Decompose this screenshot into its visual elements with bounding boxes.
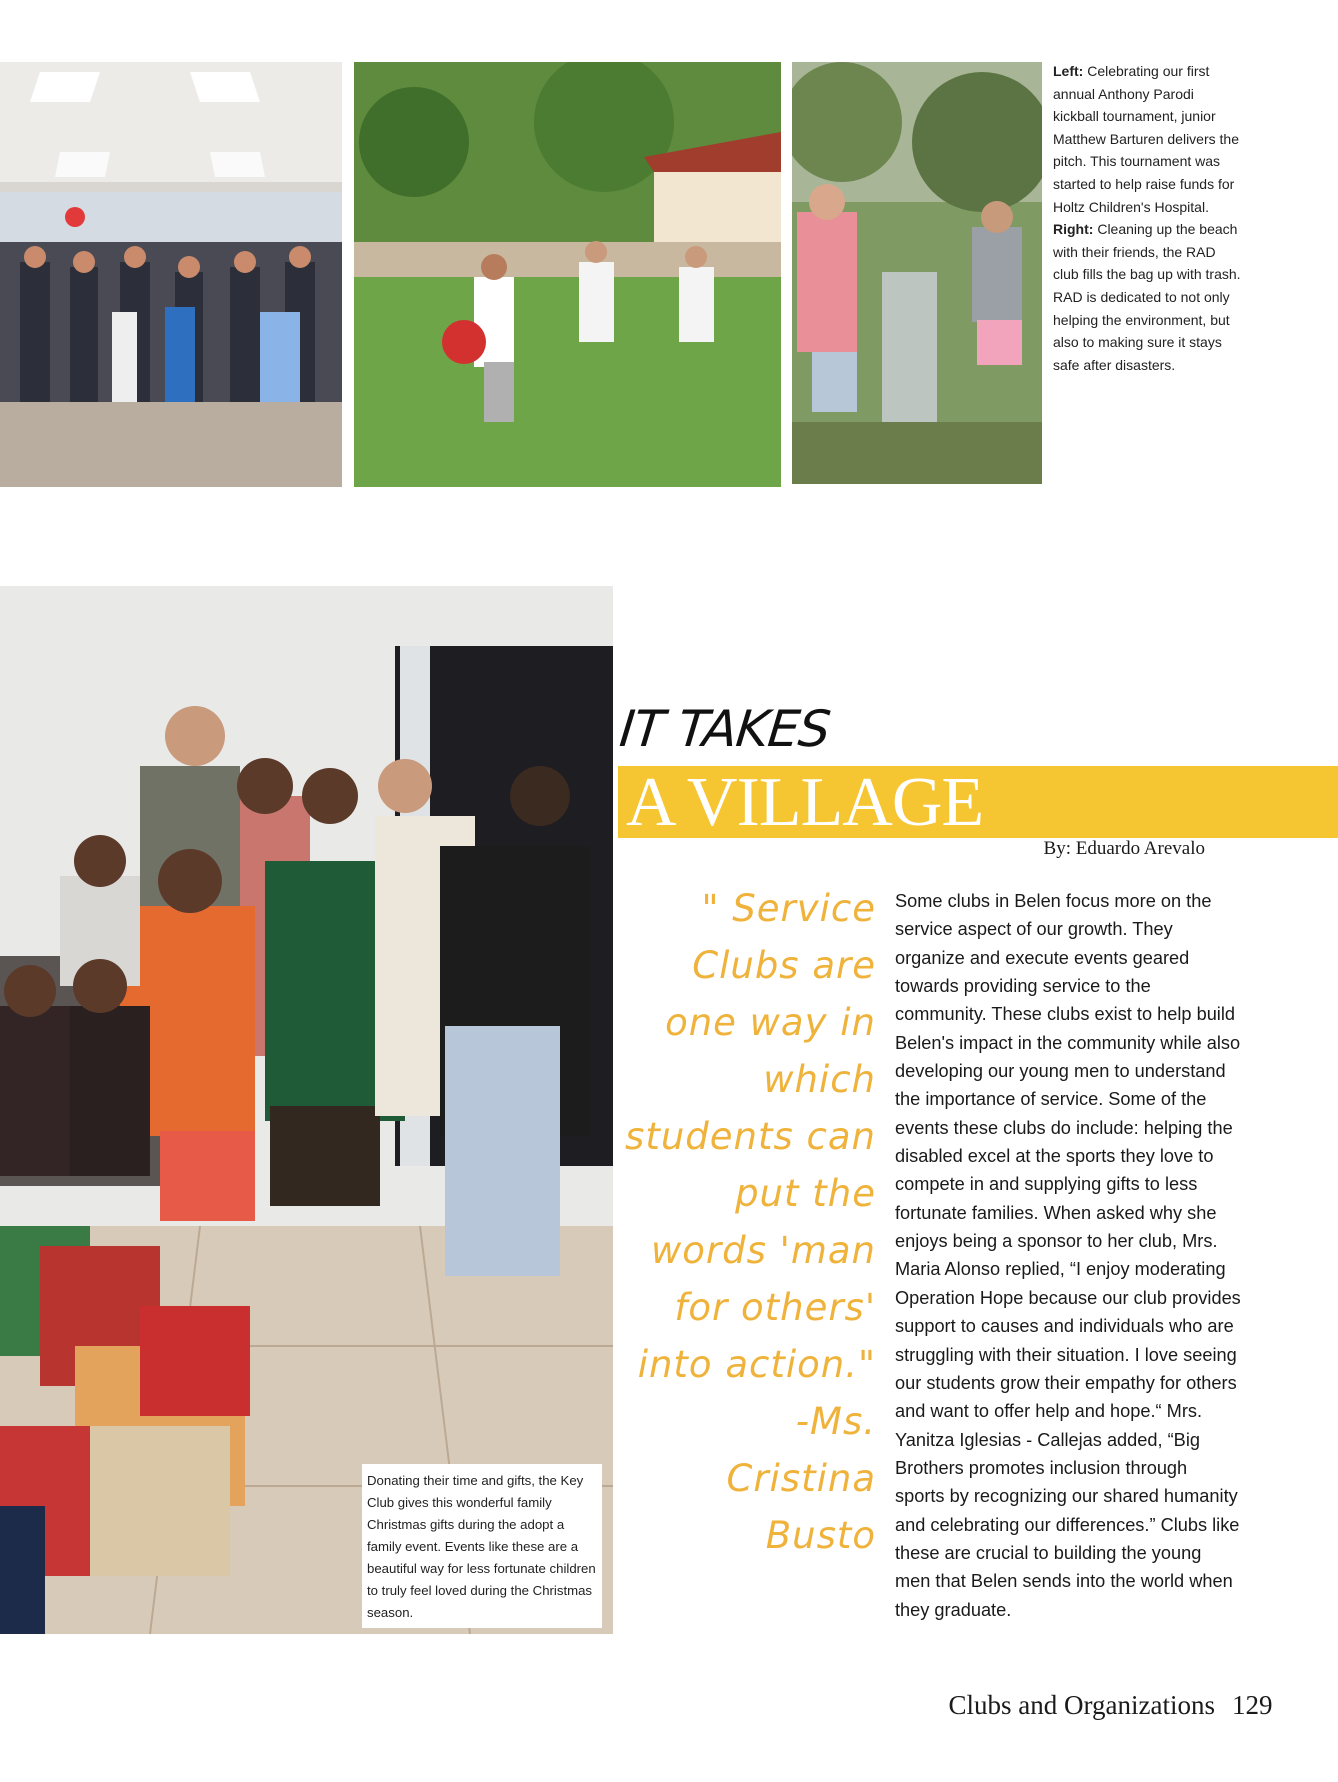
photo-beach-cleanup: [792, 62, 1042, 484]
top-photos-caption: [1053, 60, 1243, 376]
pull-quote-line: -Ms.: [795, 1400, 876, 1443]
pull-quote-line: students can: [625, 1115, 876, 1158]
footer-section-name: Clubs and Organizations: [948, 1690, 1215, 1720]
headline-kicker: IT TAKES: [616, 700, 833, 758]
pull-quote-line: into action.": [637, 1343, 876, 1386]
photo-kickball-tournament: [354, 62, 781, 487]
article-body: Some clubs in Belen focus more on the service aspect of our growth. They organize and execute events geared towards providing service to the community. These clubs exist to help build Belen's impact in the community while also developing our young men to understand the importance of service. Some of the events these clubs do include: helping the disabled excel at the sports they love to compete in and supplying gifts to less fortunate families. When asked why she enjoys being a sponsor to her club, Mrs. Maria Alonso replied, “I enjoy moderating Operation Hope because our club provides support to causes and individuals who are struggling with their situation. I love seeing our students grow their empathy for others and want to offer help and hope.“ Mrs. Yanitza Iglesias - Callejas added, “Big Brothers promotes inclusion through sports by recognizing our shared humanity and celebrating our differences.” Clubs like these are crucial to building the young men that Belen sends into the world when they graduate.: [895, 891, 1241, 1620]
pull-quote-line: put the: [735, 1172, 876, 1215]
byline: By: Eduardo Arevalo: [1043, 838, 1205, 859]
pull-quote-line: Busto: [765, 1514, 876, 1557]
pull-quote-line: Clubs are: [692, 944, 876, 987]
pull-quote-line: Cristina: [726, 1457, 876, 1500]
photo-halloween-party: [0, 62, 342, 487]
pull-quote-line: one way in: [665, 1001, 876, 1044]
pull-quote-line: for others': [674, 1286, 876, 1329]
caption-right-text: Cleaning up the beach with their friends, the RAD club fills the bag up with trash. RAD is dedicated to not only helping the environment, but also to making sure it stays safe after disasters.: [1053, 221, 1241, 373]
caption-left-text: Celebrating our first annual Anthony Parodi kickball tournament, junior Matthew Barturen delivers the pitch. This tournament was started to help raise funds for Holtz Children's Hospital.: [1053, 63, 1239, 215]
pull-quote-line: which: [763, 1058, 876, 1101]
pull-quote-line: " Service: [701, 887, 876, 930]
family-photo-caption: Donating their time and gifts, the Key Club gives this wonderful family Christmas gifts during the adopt a family event. Events like these are a beautiful way for less fortunate children to truly feel loved during the Christmas season.: [362, 1464, 602, 1628]
caption-right-label: Right:: [1053, 221, 1094, 238]
pull-quote-line: words 'man: [651, 1229, 876, 1272]
page-number: 129: [1232, 1690, 1273, 1720]
caption-left-label: Left:: [1053, 63, 1084, 79]
headline-title: A VILLAGE: [626, 764, 984, 841]
pull-quote: [620, 880, 876, 1564]
